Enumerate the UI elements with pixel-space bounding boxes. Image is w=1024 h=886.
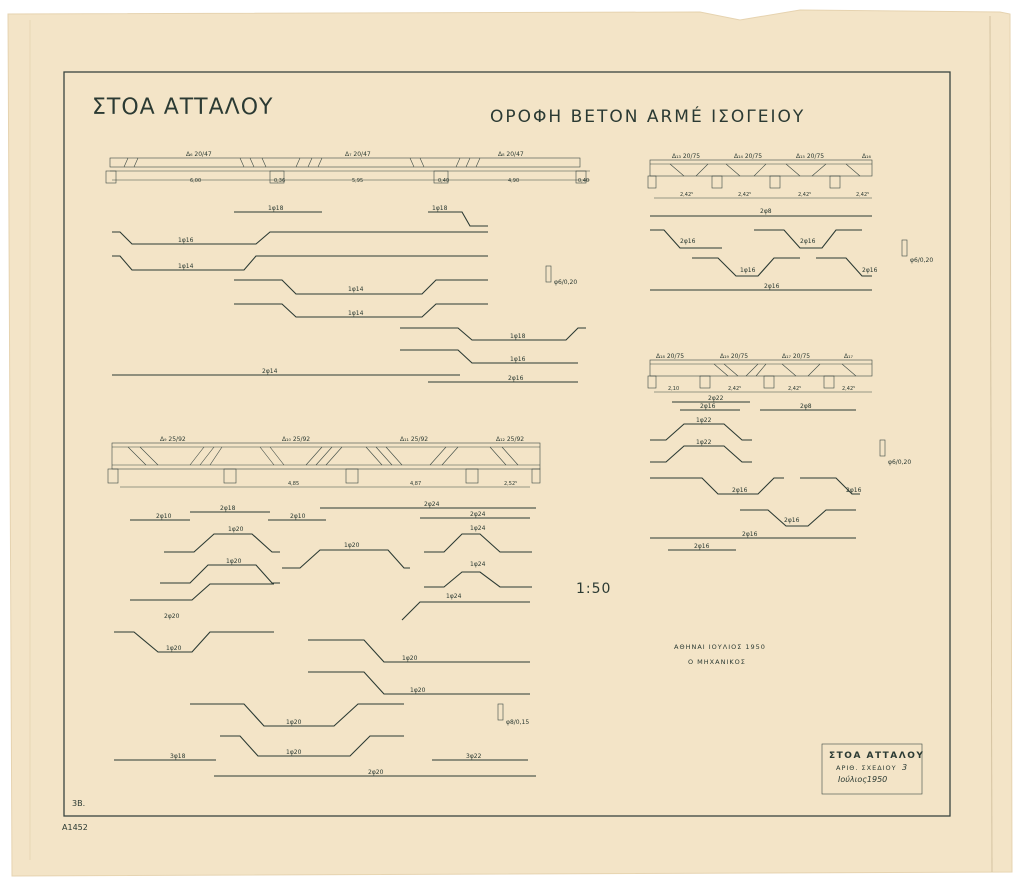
rebar-label: 3φ22 [466,753,482,760]
beam-d-label: Δ₁₈ 20/75 [656,353,685,360]
beam-c-span: 2,42⁵ [738,192,752,198]
rebar-label: 1φ20 [286,749,302,756]
rebar-label: 2φ16 [862,267,878,274]
title-block-drawing-no: 3 [902,763,908,772]
beam-d-span: 2,42⁵ [842,386,856,392]
place-date-note: ΑΘΗΝΑΙ ΙΟΥΛΙΟΣ 1950 [674,643,766,651]
rebar-label: 2φ16 [694,543,710,550]
rebar-label: 1φ14 [348,286,364,293]
beam-a-span: 0,40 [438,178,450,184]
beam-d-label: Δ₁₉ 20/75 [720,353,749,360]
beam-d-span: 2,42⁵ [788,386,802,392]
beam-a-label: Δ₇ 20/47 [345,151,371,158]
rebar-label: 2φ8 [800,403,812,410]
beam-c-label: Δ₁₆ [862,153,871,160]
beam-c-label: Δ₁₄ 20/75 [734,153,763,160]
rebar-label: 1φ14 [348,310,364,317]
stirrup-label: φ6/0,20 [910,257,934,264]
beam-a-label: Δ₈ 20/47 [498,151,524,158]
rebar-label: 1φ22 [696,439,712,446]
rebar-label: 1φ18 [268,205,284,212]
stirrup-label: φ6/0,20 [554,279,578,286]
rebar-label: 2φ10 [156,513,172,520]
rebar-label: 2φ10 [290,513,306,520]
drawing-title: ΣΤΟΑ ΑΤΤΑΛΟΥ [92,95,274,120]
rebar-label: 1φ20 [344,542,360,549]
beam-d-label: Δ₁₇ 20/75 [782,353,811,360]
beam-b-label: Δ₉ 25/92 [160,436,186,443]
rebar-label: 1φ22 [696,417,712,424]
beam-b-label: Δ₁₁ 25/92 [400,436,429,443]
rebar-label: 2φ16 [764,283,780,290]
rebar-label: 2φ22 [708,395,724,402]
beam-b-label: Δ₁₂ 25/92 [496,436,525,443]
rebar-label: 2φ16 [680,238,696,245]
beam-a-span: 0,36 [274,178,286,184]
drawing-subtitle: ΟΡΟΦΗ ΒΕΤΟΝ ΑRΜÉ ΙΣΟΓΕΙΟΥ [490,107,806,127]
archive-number: Α1452 [62,823,88,832]
rebar-label: 2φ8 [760,208,772,215]
beam-a-label: Δ₆ 20/47 [186,151,212,158]
rebar-label: 1φ24 [470,561,486,568]
engineer-note: Ο ΜΗΧΑΝΙΚΟΣ [688,658,746,666]
rebar-label: 2φ16 [508,375,524,382]
stirrup-label: φ8/0,15 [506,719,530,726]
beam-d-span: 2,42⁵ [728,386,742,392]
rebar-label: 1φ18 [432,205,448,212]
rebar-label: 2φ16 [732,487,748,494]
beam-c-span: 2,42⁵ [680,192,694,198]
rebar-label: 1φ24 [446,593,462,600]
stirrup-label: φ6/0,20 [888,459,912,466]
rebar-label: 2φ14 [262,368,278,375]
rebar-label: 2φ16 [800,238,816,245]
beam-a-span: 6,00 [190,178,202,184]
rebar-label: 1φ20 [226,558,242,565]
beam-c-span: 2,42⁵ [856,192,870,198]
rebar-label: 2φ16 [784,517,800,524]
rebar-label: 1φ16 [740,267,756,274]
beam-c-span: 2,42⁵ [798,192,812,198]
rebar-label: 2φ16 [700,403,716,410]
rebar-label: 2φ20 [368,769,384,776]
rebar-label: 2φ16 [846,487,862,494]
rebar-label: 1φ16 [510,356,526,363]
rebar-label: 2φ24 [424,501,440,508]
title-block-drawing-no-label: ΑΡΙΘ. ΣΧΕΔΙΟΥ [836,764,897,772]
rebar-label: 3φ18 [170,753,186,760]
beam-a-span: 0,40 [578,178,590,184]
rebar-label: 1φ20 [166,645,182,652]
rebar-label: 2φ16 [742,531,758,538]
beam-c-label: Δ₁₅ 20/75 [796,153,825,160]
sheet-mark: 3Β. [72,799,86,808]
beam-c-label: Δ₁₃ 20/75 [672,153,701,160]
beam-b-span: 4,87 [410,481,422,487]
rebar-label: 1φ20 [228,526,244,533]
rebar-label: 1φ20 [402,655,418,662]
rebar-label: 1φ20 [410,687,426,694]
rebar-label: 1φ18 [510,333,526,340]
beam-b-span: 4,85 [288,481,300,487]
beam-b-span: 2,52⁵ [504,481,518,487]
title-block-date: Ιούλιος1950 [838,775,888,784]
beam-d-label: Δ₁₇ [844,353,853,360]
rebar-label: 1φ14 [178,263,194,270]
beam-b-label: Δ₁₀ 25/92 [282,436,311,443]
beam-a-span: 4,90 [508,178,520,184]
rebar-label: 2φ24 [470,511,486,518]
beam-d-span: 2,10 [668,386,680,392]
rebar-label: 2φ18 [220,505,236,512]
rebar-label: 1φ20 [286,719,302,726]
drawing-scale: 1:50 [576,581,612,597]
beam-a-span: 5,95 [352,178,364,184]
title-block-name: ΣΤΟΑ ΑΤΤΑΛΟΥ [829,751,925,761]
rebar-label: 1φ24 [470,525,486,532]
rebar-label: 1φ16 [178,237,194,244]
rebar-label: 2φ20 [164,613,180,620]
